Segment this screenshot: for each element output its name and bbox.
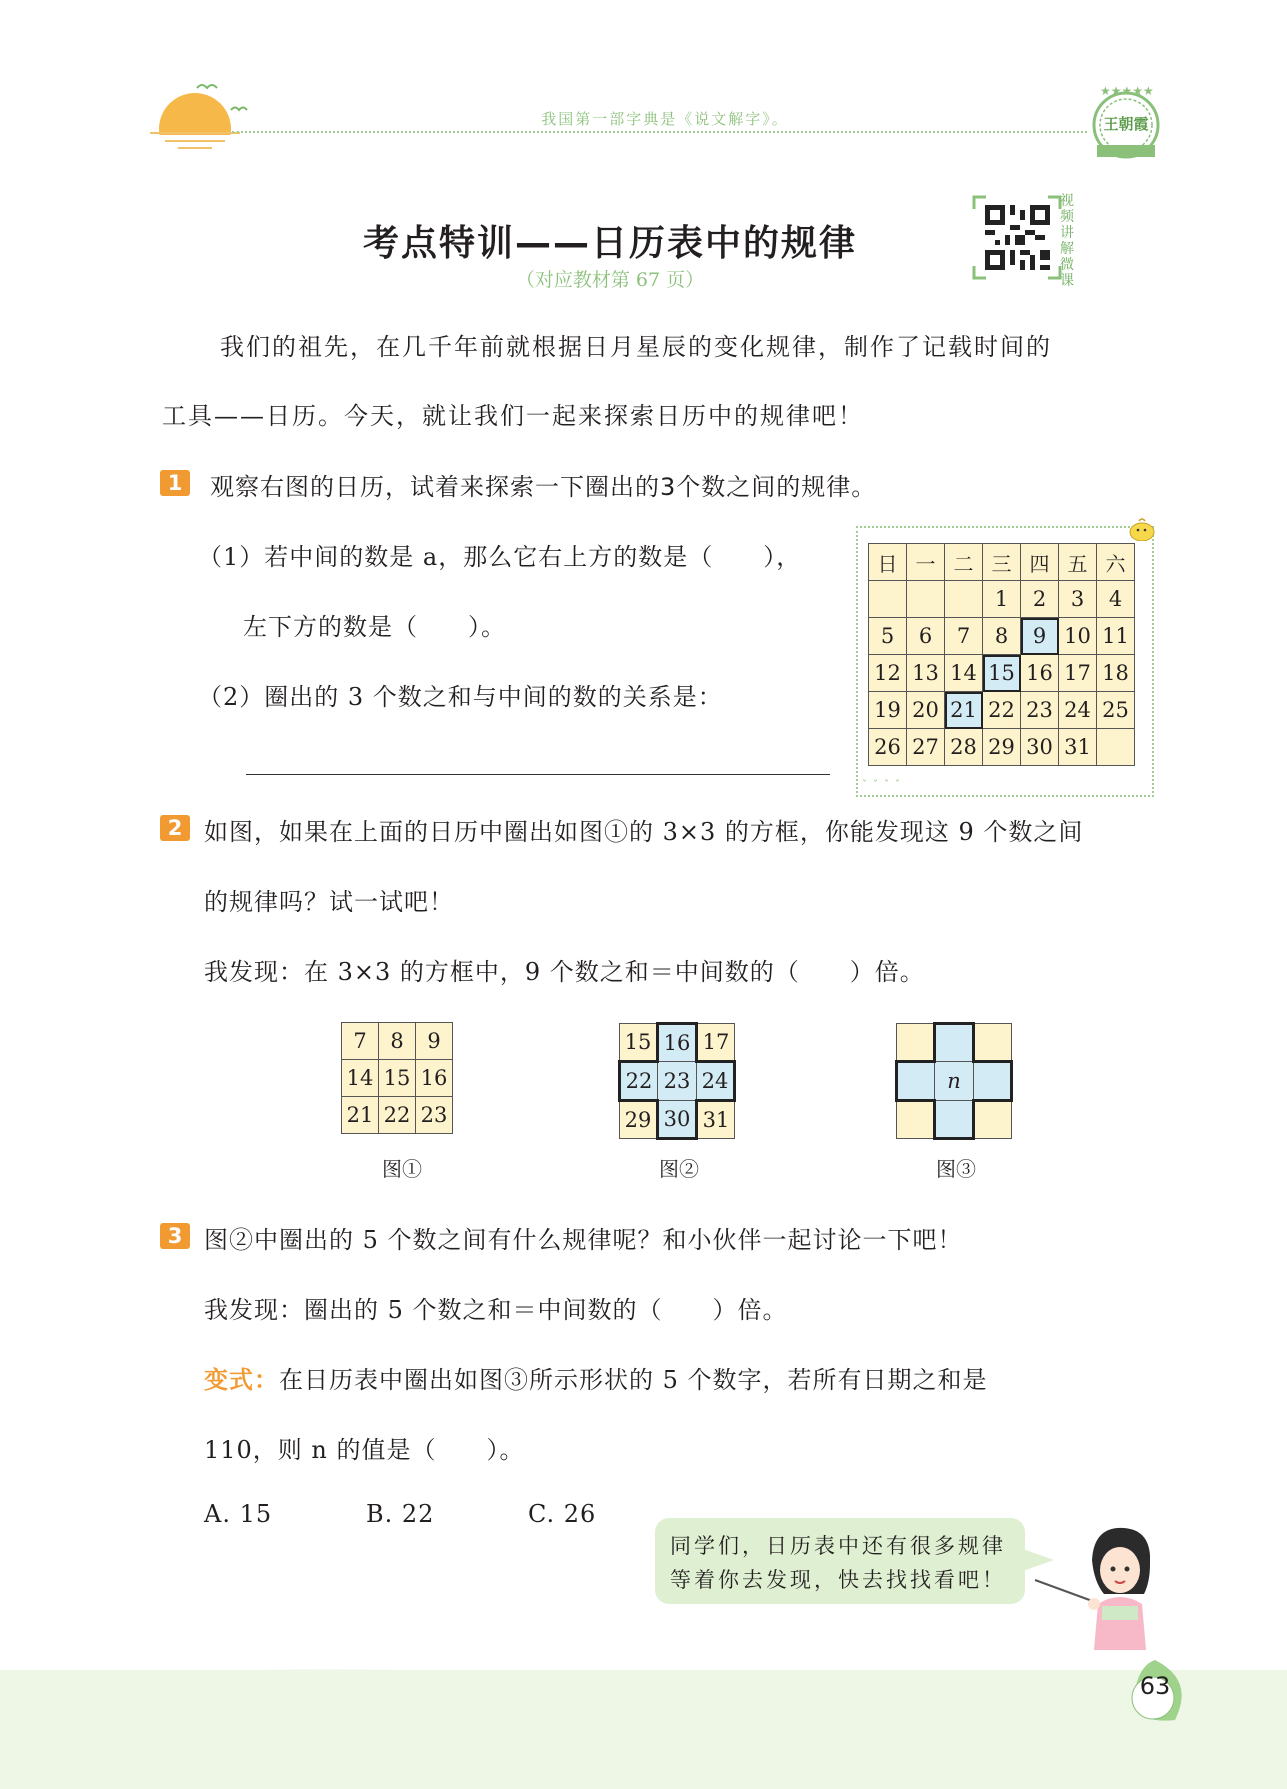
option-a[interactable]: A. 15 — [204, 1500, 273, 1528]
calendar-weekday-header: 二 — [945, 544, 983, 581]
calendar-day-cell: 26 — [869, 729, 907, 766]
calendar-day-cell: 30 — [1021, 729, 1059, 766]
grass-decoration: ˇˇˇˇ — [862, 780, 906, 791]
calendar-day-cell: 14 — [945, 655, 983, 692]
calendar-day-cell: 25 — [1097, 692, 1135, 729]
teacher-girl-icon — [1030, 1520, 1150, 1650]
intro-line-2: 工具——日历。今天，就让我们一起来探索日历中的规律吧！ — [162, 402, 864, 430]
brand-badge-icon — [1087, 83, 1165, 161]
calendar-day-cell — [1097, 729, 1135, 766]
header-rule — [232, 131, 1087, 133]
grid-cell: 16 — [416, 1060, 453, 1097]
header-motto: 我国第一部字典是《说文解字》。 — [541, 110, 789, 128]
calendar-day-cell: 10 — [1059, 618, 1097, 655]
calendar-day-cell: 28 — [945, 729, 983, 766]
option-b[interactable]: B. 22 — [366, 1500, 435, 1528]
qr-code-icon[interactable] — [985, 205, 1050, 270]
calendar-day-cell — [907, 581, 945, 618]
variant-text-2: 110，则 n 的值是（ ）。 — [204, 1436, 525, 1464]
calendar-weekday-header: 五 — [1059, 544, 1097, 581]
q1-sub1-line2: 左下方的数是（ ）。 — [243, 613, 506, 641]
bird-icon — [195, 80, 255, 120]
calendar-weekday-header: 三 — [983, 544, 1021, 581]
question-1-text: 观察右图的日历，试着来探索一下圈出的3个数之间的规律。 — [210, 473, 877, 501]
calendar-day-cell: 15 — [983, 655, 1021, 692]
grid-cell: 15 — [379, 1060, 416, 1097]
figure-2-label: 图② — [659, 1157, 699, 1181]
grid-cell — [974, 1024, 1012, 1062]
figure-1-label: 图① — [382, 1157, 422, 1181]
grid-cell — [935, 1101, 974, 1139]
question-2-line1: 如图，如果在上面的日历中圈出如图①的 3×3 的方框，你能发现这 9 个数之间 — [204, 818, 1084, 846]
sun-line — [150, 132, 240, 134]
grid-cell — [897, 1101, 935, 1139]
svg-text:★★★★★: ★★★★★ — [1100, 84, 1154, 98]
calendar-week-row — [869, 618, 1135, 655]
grid-cell — [897, 1024, 935, 1062]
figure-1-grid — [341, 1022, 453, 1134]
grid-cell: 24 — [697, 1062, 735, 1101]
calendar-day-cell: 22 — [983, 692, 1021, 729]
calendar-day-cell: 27 — [907, 729, 945, 766]
grid-cell: 31 — [697, 1101, 735, 1139]
badge-text: 王朝霞 — [1103, 115, 1149, 133]
q1-sub2: （2）圈出的 3 个数之和与中间的数的关系是： — [198, 683, 723, 711]
figure-3-grid — [895, 1022, 1013, 1140]
bubble-line-1: 同学们，日历表中还有很多规律 — [670, 1534, 1006, 1558]
calendar-day-cell: 11 — [1097, 618, 1135, 655]
calendar-week-row — [869, 581, 1135, 618]
grid-cell — [974, 1101, 1012, 1139]
footer-band — [0, 1670, 1287, 1789]
figure-2-grid — [618, 1022, 736, 1140]
page-subtitle: （对应教材第 67 页） — [515, 269, 705, 291]
calendar-day-cell — [869, 581, 907, 618]
speech-bubble — [655, 1518, 1025, 1604]
question-2-number: 2 — [160, 815, 190, 841]
calendar-weekday-header: 日 — [869, 544, 907, 581]
calendar-day-cell: 3 — [1059, 581, 1097, 618]
calendar-frame — [856, 526, 1154, 797]
sun-line — [178, 147, 212, 149]
question-3-line1: 图②中圈出的 5 个数之间有什么规律呢？和小伙伴一起讨论一下吧！ — [204, 1226, 963, 1254]
calendar-weekday-header: 一 — [907, 544, 945, 581]
calendar-day-cell — [945, 581, 983, 618]
page-number: 63 — [1139, 1672, 1171, 1700]
variant-label: 变式： — [204, 1366, 279, 1394]
calendar-day-cell: 17 — [1059, 655, 1097, 692]
grid-cell: 22 — [379, 1097, 416, 1134]
calendar-day-cell: 24 — [1059, 692, 1097, 729]
grid-cell: 22 — [620, 1062, 658, 1101]
bubble-line-2: 等着你去发现，快去找找看吧！ — [670, 1568, 1006, 1592]
option-c[interactable]: C. 26 — [528, 1500, 597, 1528]
calendar-day-cell: 21 — [945, 692, 983, 729]
calendar-day-cell: 20 — [907, 692, 945, 729]
grid-cell: 29 — [620, 1101, 658, 1139]
grid-cell: 30 — [658, 1101, 697, 1139]
calendar-week-row — [869, 655, 1135, 692]
calendar-day-cell: 18 — [1097, 655, 1135, 692]
qr-caption: 视频讲解微课 — [1060, 193, 1074, 289]
variant-text: 在日历表中圈出如图③所示形状的 5 个数字，若所有日期之和是 — [279, 1366, 988, 1394]
grid-cell: 8 — [379, 1023, 416, 1060]
calendar-day-cell: 13 — [907, 655, 945, 692]
calendar-day-cell: 19 — [869, 692, 907, 729]
question-3-number: 3 — [160, 1223, 190, 1249]
grid-cell: 7 — [342, 1023, 379, 1060]
answer-line[interactable] — [246, 774, 830, 775]
calendar-day-cell: 29 — [983, 729, 1021, 766]
calendar-week-row — [869, 692, 1135, 729]
calendar-week-row — [869, 729, 1135, 766]
q1-sub1-line1: （1）若中间的数是 a，那么它右上方的数是（ ）， — [198, 543, 802, 571]
chick-icon — [1127, 517, 1157, 541]
grid-cell: 14 — [342, 1060, 379, 1097]
page-title: 考点特训——日历表中的规律 — [362, 223, 857, 264]
calendar-day-cell: 4 — [1097, 581, 1135, 618]
calendar-weekday-header: 六 — [1097, 544, 1135, 581]
calendar-day-cell: 16 — [1021, 655, 1059, 692]
question-3-finding: 我发现：圈出的 5 个数之和＝中间数的（ ）倍。 — [204, 1296, 788, 1324]
grid-cell: 21 — [342, 1097, 379, 1134]
calendar-day-cell: 2 — [1021, 581, 1059, 618]
grid-cell: 17 — [697, 1024, 735, 1062]
grid-cell: 9 — [416, 1023, 453, 1060]
grid-cell: 23 — [658, 1062, 697, 1101]
grid-cell: 15 — [620, 1024, 658, 1062]
calendar-day-cell: 7 — [945, 618, 983, 655]
calendar-day-cell: 9 — [1021, 618, 1059, 655]
calendar-day-cell: 23 — [1021, 692, 1059, 729]
calendar-table — [868, 543, 1135, 766]
calendar-weekday-header: 四 — [1021, 544, 1059, 581]
grid-cell — [974, 1062, 1012, 1101]
grid-cell-center: n — [935, 1062, 974, 1101]
question-2-line2: 的规律吗？试一试吧！ — [204, 888, 454, 916]
grid-cell — [897, 1062, 935, 1101]
calendar-day-cell: 6 — [907, 618, 945, 655]
grid-cell: 23 — [416, 1097, 453, 1134]
calendar-day-cell: 1 — [983, 581, 1021, 618]
grid-cell — [935, 1024, 974, 1062]
grid-cell: 16 — [658, 1024, 697, 1062]
intro-line-1: 我们的祖先，在几千年前就根据日月星辰的变化规律，制作了记载时间的 — [220, 333, 1052, 361]
figure-3-label: 图③ — [936, 1157, 976, 1181]
calendar-day-cell: 31 — [1059, 729, 1097, 766]
question-1-number: 1 — [160, 470, 190, 496]
calendar-day-cell: 8 — [983, 618, 1021, 655]
sun-line — [165, 140, 225, 142]
calendar-day-cell: 12 — [869, 655, 907, 692]
calendar-day-cell: 5 — [869, 618, 907, 655]
question-2-finding: 我发现：在 3×3 的方框中，9 个数之和＝中间数的（ ）倍。 — [204, 958, 925, 986]
